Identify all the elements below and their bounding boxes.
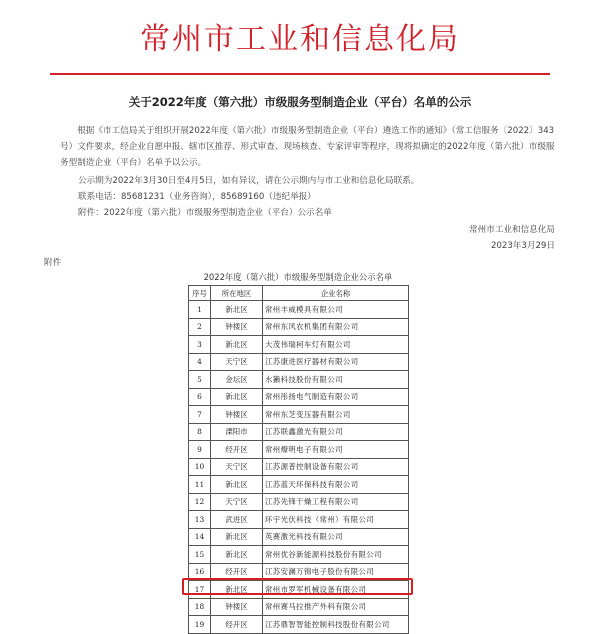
table-row bbox=[189, 598, 409, 616]
table-row bbox=[189, 423, 409, 441]
notice-paragraph: 根据《市工信局关于组织开展2022年度（第六批）市级服务型制造企业（平台）遴选工作的通知》（常工信服务〔2022〕343号）文件要求，经企业自愿申报、辖市区推荐、形式审查、现场核查、专家评审等程序，现将拟确定的2022年度（第六批）市级服务型制造企业（平台）名单予以公示。 bbox=[60, 126, 555, 168]
row-company: 常州东芝变压器有限公司 bbox=[263, 406, 409, 424]
row-number: 10 bbox=[189, 458, 211, 476]
notice-phone: 联系电话：85681231（业务咨询），85689160（违纪举报） bbox=[78, 192, 316, 202]
table-row bbox=[189, 616, 409, 634]
row-company: 常州彤扬电气制造有限公司 bbox=[263, 388, 409, 406]
row-company: 英赛激光科技有限公司 bbox=[263, 528, 409, 546]
header-no: 序号 bbox=[189, 286, 211, 301]
row-number: 3 bbox=[189, 336, 211, 354]
table-row bbox=[189, 458, 409, 476]
row-district: 溧阳市 bbox=[211, 423, 263, 441]
signature-org: 常州市工业和信息化局 bbox=[469, 225, 555, 235]
row-district: 钟楼区 bbox=[211, 598, 263, 616]
row-company: 常州市罗军机械设备有限公司 bbox=[263, 581, 409, 599]
row-number: 5 bbox=[189, 371, 211, 389]
table-row bbox=[189, 301, 409, 319]
row-district: 天宁区 bbox=[211, 458, 263, 476]
table-row bbox=[189, 441, 409, 459]
row-company: 常州丰威模具有限公司 bbox=[263, 301, 409, 319]
table-row bbox=[189, 371, 409, 389]
row-district: 天宁区 bbox=[211, 493, 263, 511]
row-district: 新北区 bbox=[211, 528, 263, 546]
table-row bbox=[189, 493, 409, 511]
table-row bbox=[189, 353, 409, 371]
row-company: 江苏康进医疗器材有限公司 bbox=[263, 353, 409, 371]
notice-period: 公示期为2022年3月30日至4月5日，如有异议，请在公示期内与市工业和信息化局联系。 bbox=[78, 176, 420, 186]
row-number: 9 bbox=[189, 441, 211, 459]
row-company: 水獭科技股份有限公司 bbox=[263, 371, 409, 389]
row-number: 6 bbox=[189, 388, 211, 406]
header-company: 企业名称 bbox=[263, 286, 409, 301]
row-company: 江苏先锋干燥工程有限公司 bbox=[263, 493, 409, 511]
row-number: 4 bbox=[189, 353, 211, 371]
row-number: 18 bbox=[189, 598, 211, 616]
row-district: 钟楼区 bbox=[211, 406, 263, 424]
row-company: 大茂伟瑞柯车灯有限公司 bbox=[263, 336, 409, 354]
table-row bbox=[189, 546, 409, 564]
table-row bbox=[189, 336, 409, 354]
row-district: 金坛区 bbox=[211, 371, 263, 389]
row-company: 江苏源普控制设备有限公司 bbox=[263, 458, 409, 476]
row-company: 常州燎明电子有限公司 bbox=[263, 441, 409, 459]
row-district: 新北区 bbox=[211, 301, 263, 319]
row-number: 2 bbox=[189, 318, 211, 336]
attachment-label: 附件 bbox=[44, 258, 62, 268]
masthead-title: 常州市工业和信息化局 bbox=[140, 22, 460, 57]
row-company: 环宇光伏科技（常州）有限公司 bbox=[263, 511, 409, 529]
row-number: 11 bbox=[189, 476, 211, 494]
signature-date: 2023年3月29日 bbox=[490, 241, 555, 251]
row-district: 新北区 bbox=[211, 336, 263, 354]
row-district: 新北区 bbox=[211, 388, 263, 406]
row-number: 13 bbox=[189, 511, 211, 529]
notice-title: 关于2022年度（第六批）市级服务型制造企业（平台）名单的公示 bbox=[128, 95, 472, 109]
row-district: 钟楼区 bbox=[211, 318, 263, 336]
row-number: 12 bbox=[189, 493, 211, 511]
notice-attachment-line: 附件：2022年度（第六批）市级服务型制造企业（平台）公示名单 bbox=[78, 208, 332, 218]
table-header-row bbox=[189, 286, 409, 301]
row-district: 新北区 bbox=[211, 476, 263, 494]
table-row bbox=[189, 511, 409, 529]
table-title: 2022年度（第六批）市级服务型制造企业公示名单 bbox=[203, 272, 393, 282]
row-number: 8 bbox=[189, 423, 211, 441]
header-district: 所在地区 bbox=[211, 286, 263, 301]
table-row bbox=[189, 318, 409, 336]
highlight-box bbox=[182, 578, 413, 595]
row-district: 武进区 bbox=[211, 511, 263, 529]
row-company: 江苏联鑫激光有限公司 bbox=[263, 423, 409, 441]
row-company: 江苏安澜万锦电子股份有限公司 bbox=[263, 563, 409, 581]
row-company: 常州优谷新能源科技股份有限公司 bbox=[263, 546, 409, 564]
row-district: 天宁区 bbox=[211, 353, 263, 371]
row-company: 江苏鼎智智能控制科技股份有限公司 bbox=[263, 616, 409, 634]
table-row bbox=[189, 406, 409, 424]
table-row bbox=[189, 476, 409, 494]
row-company: 江苏蓝天环保科技有限公司 bbox=[263, 476, 409, 494]
row-number: 1 bbox=[189, 301, 211, 319]
table-row bbox=[189, 528, 409, 546]
row-district: 经开区 bbox=[211, 441, 263, 459]
row-number: 7 bbox=[189, 406, 211, 424]
row-company: 常州东风农机集团有限公司 bbox=[263, 318, 409, 336]
row-number: 15 bbox=[189, 546, 211, 564]
row-district: 经开区 bbox=[211, 563, 263, 581]
masthead-divider bbox=[50, 73, 550, 75]
row-number: 14 bbox=[189, 528, 211, 546]
table-row bbox=[189, 388, 409, 406]
row-district: 新北区 bbox=[211, 546, 263, 564]
row-number: 17 bbox=[189, 581, 211, 599]
row-company: 常州赛马拉推产外科有限公司 bbox=[263, 598, 409, 616]
row-district: 新北区 bbox=[211, 581, 263, 599]
row-district: 经开区 bbox=[211, 616, 263, 634]
row-number: 19 bbox=[189, 616, 211, 634]
row-number: 16 bbox=[189, 563, 211, 581]
